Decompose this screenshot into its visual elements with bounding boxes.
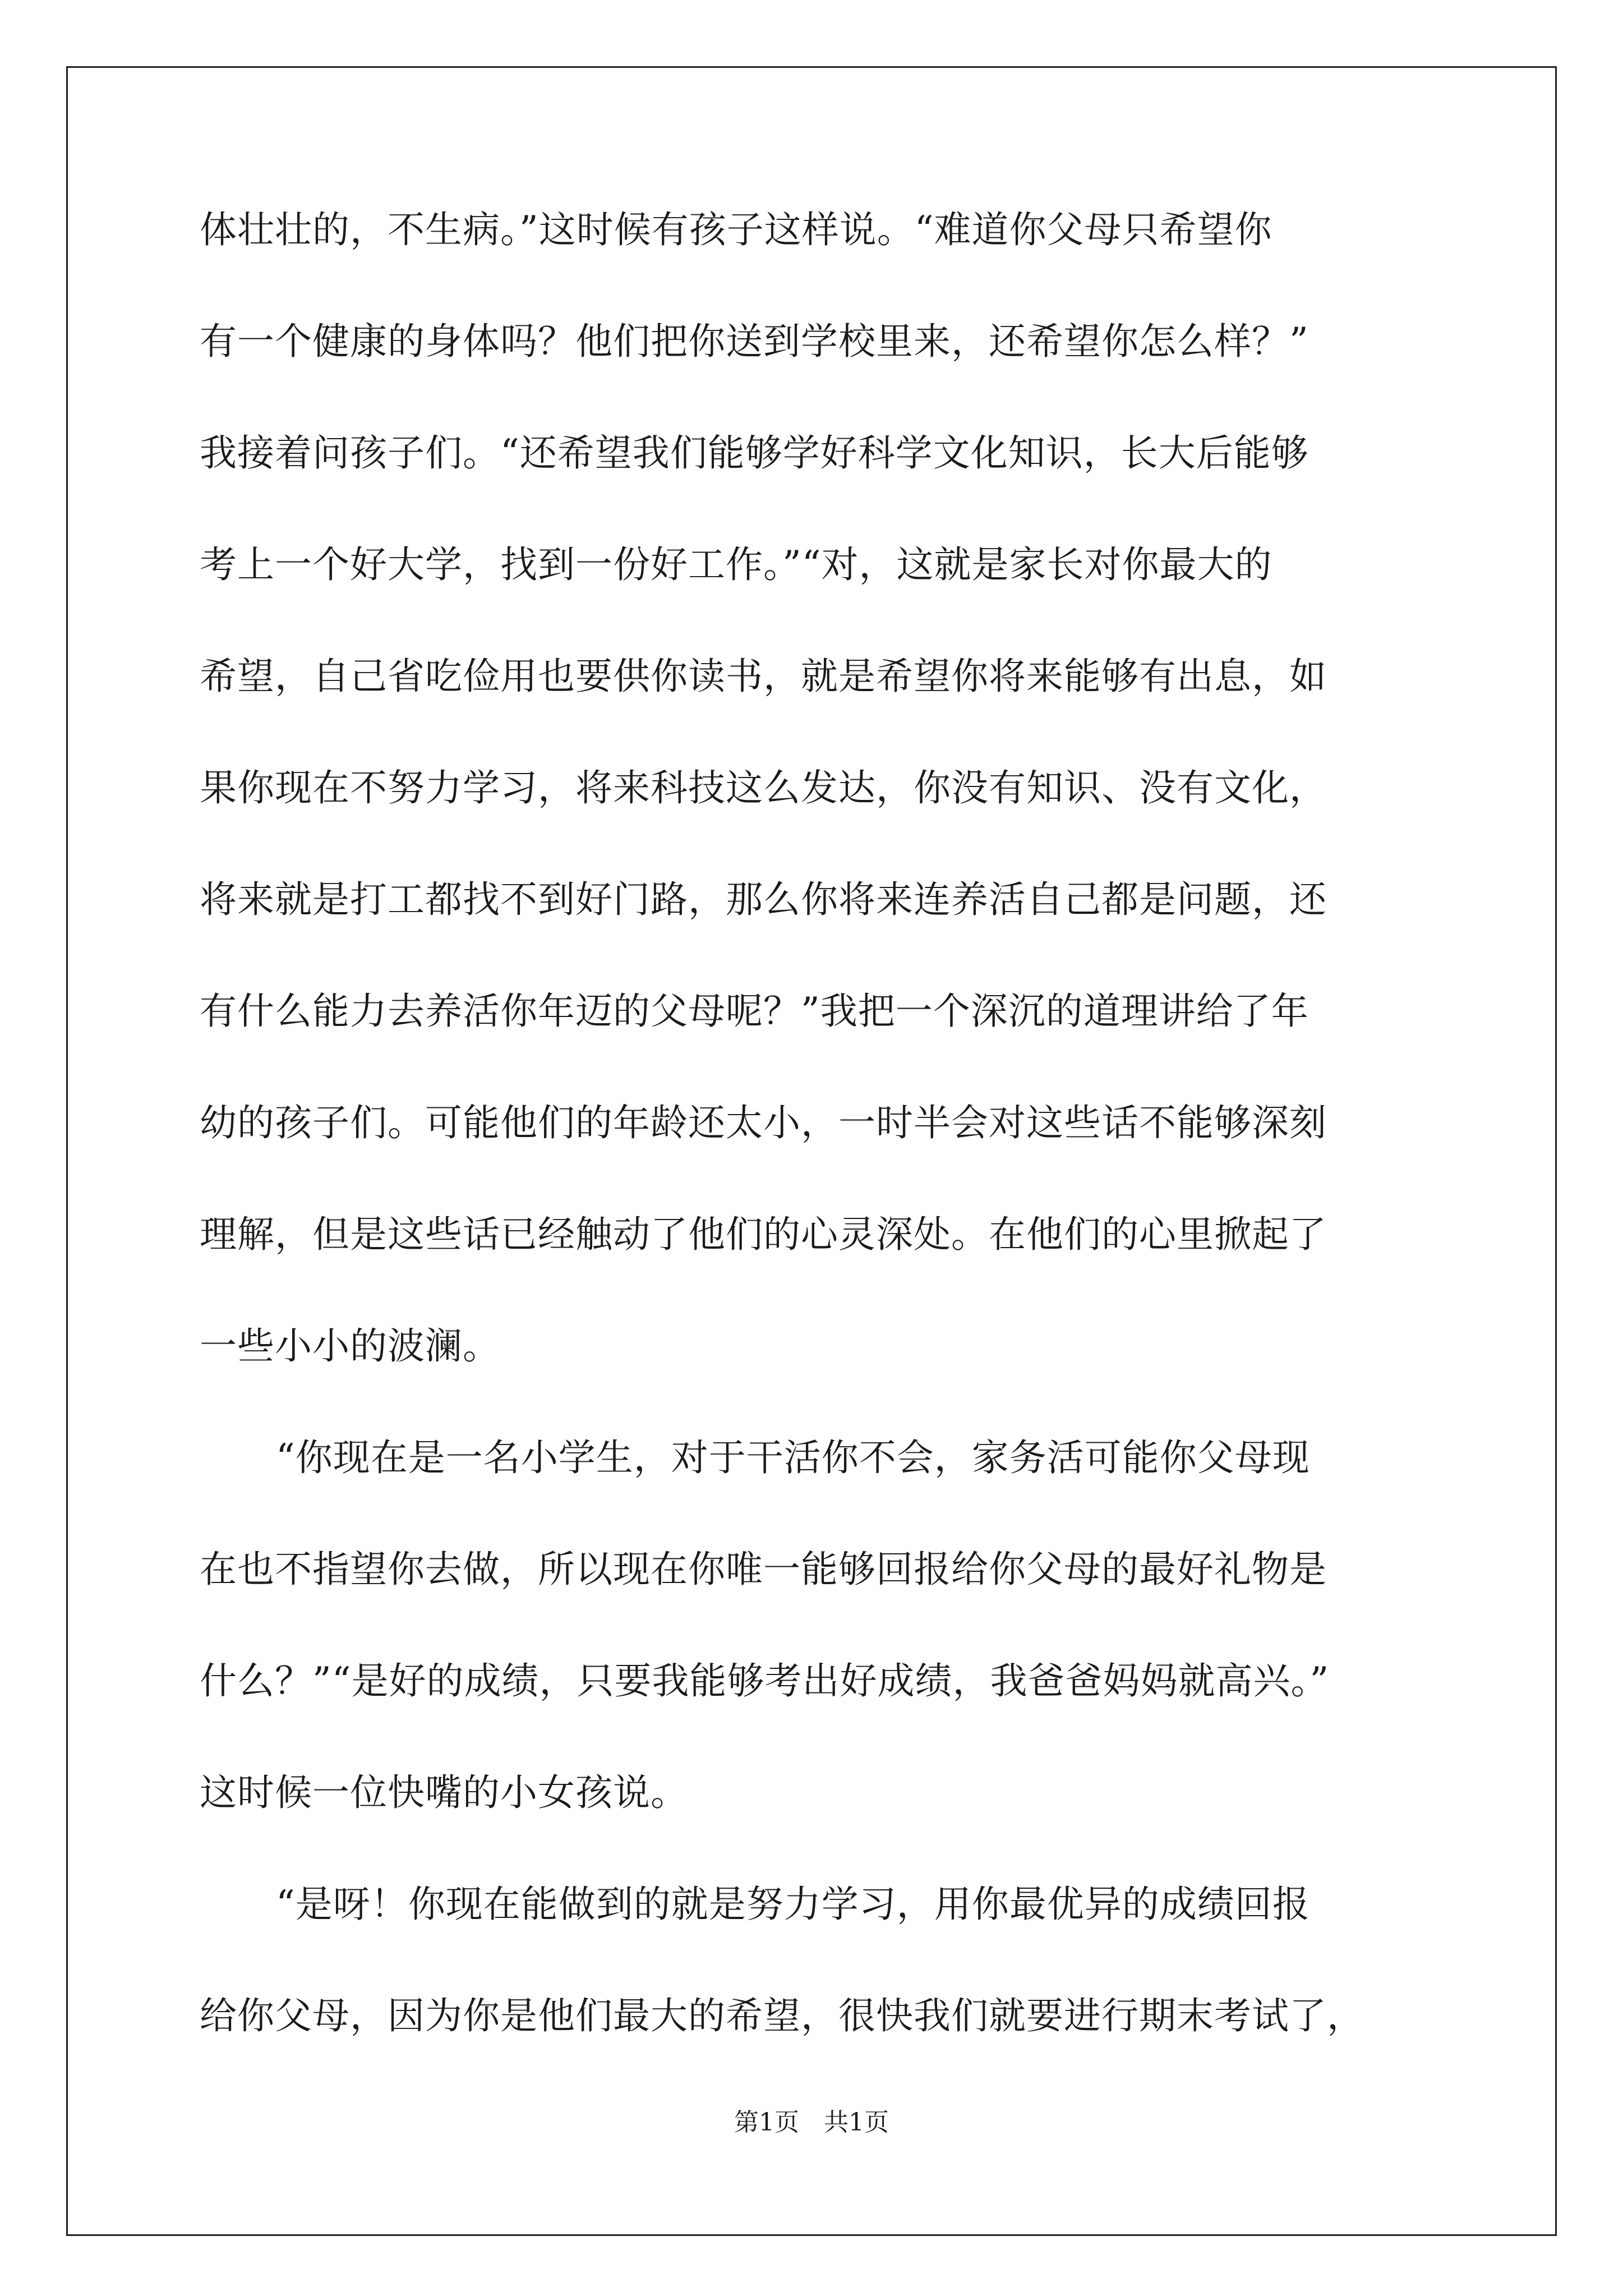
- text-line: 我接着问孩子们。“还希望我们能够学好科学文化知识，长大后能够: [200, 431, 1309, 475]
- text-line: 一些小小的波澜。: [200, 1324, 500, 1368]
- text-line: 有什么能力去养活你年迈的父母呢？”我把一个深沉的道理讲给了年: [200, 990, 1309, 1033]
- text-line: 考上一个好大学，找到一份好工作。”“对，这就是家长对你最大的: [200, 543, 1272, 586]
- page-number-total: 共1页: [824, 2108, 889, 2137]
- text-line: 给你父母，因为你是他们最大的希望，很快我们就要进行期末考试了，: [200, 1994, 1364, 2037]
- text-line: 这时候一位快嘴的小女孩说。: [200, 1771, 688, 1814]
- paragraph-start-line: “是呀！你现在能做到的就是努力学习，用你最优异的成绩回报: [276, 1883, 1310, 1926]
- paragraph-start-line: “你现在是一名小学生，对于干活你不会，家务活可能你父母现: [276, 1436, 1310, 1479]
- text-line: 将来就是打工都找不到好门路，那么你将来连养活自己都是问题，还: [200, 878, 1327, 921]
- text-line: 果你现在不努力学习，将来科技这么发达，你没有知识、没有文化，: [200, 766, 1327, 809]
- text-line: 有一个健康的身体吗？他们把你送到学校里来，还希望你怎么样？”: [200, 320, 1309, 363]
- text-line: 希望，自己省吃俭用也要供你读书，就是希望你将来能够有出息，如: [200, 655, 1327, 698]
- text-line: 什么？”“是好的成绩，只要我能够考出好成绩，我爸爸妈妈就高兴。”: [200, 1659, 1330, 1703]
- text-line: 体壮壮的，不生病。”这时候有孩子这样说。“难道你父母只希望你: [200, 208, 1272, 251]
- text-line: 在也不指望你去做，所以现在你唯一能够回报给你父母的最好礼物是: [200, 1548, 1327, 1591]
- page-footer: [0, 2109, 1623, 2137]
- page-number-current: 第1页: [734, 2108, 799, 2137]
- text-line: 幼的孩子们。可能他们的年龄还太小，一时半会对这些话不能够深刻: [200, 1101, 1327, 1144]
- text-line: 理解，但是这些话已经触动了他们的心灵深处。在他们的心里掀起了: [200, 1213, 1327, 1256]
